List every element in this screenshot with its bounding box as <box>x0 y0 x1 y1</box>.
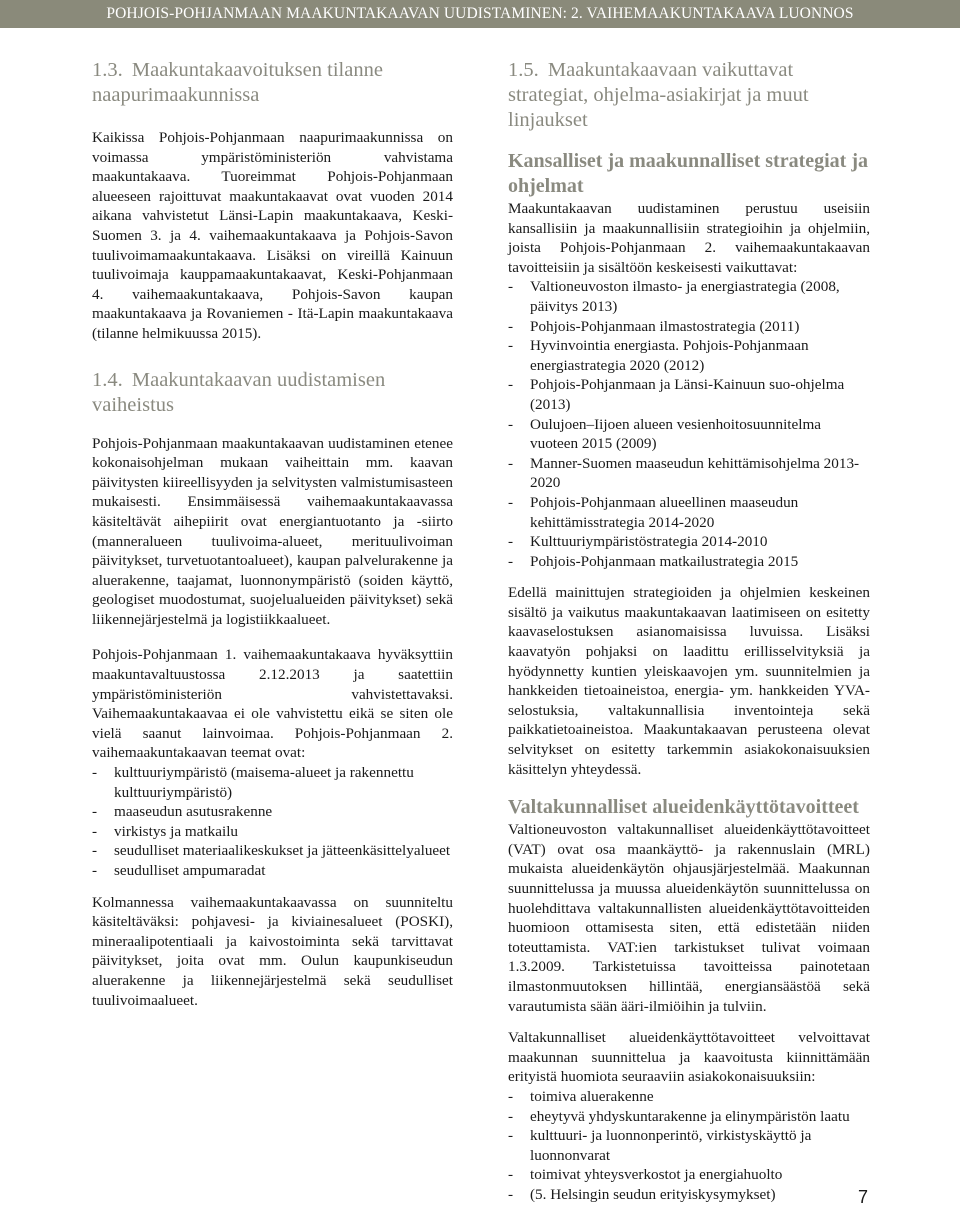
list-item: - Pohjois-Pohjanmaan ja Länsi-Kainuun suo-ohjelma (2013) <box>508 375 870 414</box>
list-item: - seudulliset materiaalikeskukset ja jätteenkäsittelyalueet <box>92 841 453 861</box>
strategies-list <box>508 277 870 571</box>
section-number: 1.5. <box>508 59 539 81</box>
paragraph-vat: Valtioneuvoston valtakunnalliset alueidenkäyttötavoitteet (VAT) ovat osa maankäyttö- ja rakennuslain (MRL) mukaista alueidenkäytön ohjausjärjestelmää. Maakunnan suunnittelussa ja muussa alueidenkäytön suunnittelussa on huolehdittava valtakunnallisten alueidenkäyttötavoitteiden huomioon ottamisesta siten, että edistetään niiden toteuttamista. VAT:ien tarkistukset tulivat voimaan 1.3.2009. Tarkistetuissa tavoitteissa painotetaan ilmastonmuutoksen hillintää, energiansäästöä sekä varautumista sään ääri-ilmiöihin ja tulviin. <box>508 821 870 1015</box>
list-item: - kulttuuri- ja luonnonperintö, virkistyskäyttö ja luonnonvarat <box>508 1126 870 1165</box>
list-item: - kulttuuriympäristö (maisema-alueet ja rakennettu kulttuuriympäristö) <box>92 763 453 802</box>
subheading-vat: Valtakunnalliset alueidenkäyttötavoitteet <box>508 796 859 819</box>
list-item: - toimiva aluerakenne <box>508 1087 870 1107</box>
section-number: 1.3. <box>92 59 123 81</box>
right-column <box>508 58 870 1205</box>
list-item: - virkistys ja matkailu <box>92 822 453 842</box>
section-title-text: Maakuntakaavaan vaikuttavat strategiat, ohjelma-asiakirjat ja muut linjaukset <box>508 59 809 131</box>
list-item: - Pohjois-Pohjanmaan alueellinen maaseudun kehittämisstrategia 2014-2020 <box>508 493 870 532</box>
goals-list <box>508 1087 870 1205</box>
list-item: - Pohjois-Pohjanmaan matkailustrategia 2015 <box>508 552 870 572</box>
list-item: - Pohjois-Pohjanmaan ilmastostrategia (2011) <box>508 317 870 337</box>
paragraph-phase-status: Pohjois-Pohjanmaan 1. vaihemaakuntakaava hyväksyttiin maakuntavaltuustossa 2.12.2013 ja saatettiin ympäristöministeriön vahvistettavaksi. Vaihemaakuntakaavaa ei ole vahvistettu eikä se siten ole vielä saanut lainvoimaa. Pohjois-Pohjanmaan 2. vaihemaakuntakaavan teemat ovat: <box>92 646 453 762</box>
list-item: - seudulliset ampumaradat <box>92 861 453 881</box>
themes-list <box>92 763 453 881</box>
subheading-strategies: Kansalliset ja maakunnalliset strategiat ja ohjelmat <box>508 150 868 197</box>
paragraph-third-phase: Kolmannessa vaihemaakuntakaavassa on suunniteltu käsiteltäväksi: pohjavesi- ja kiviainesalueet (POSKI), mineraalipotentiaali ja kaivostoiminta sekä tarvittavat päivitykset, joita ovat mm. Oulun kaupunkiseudun aluerakenne ja liikennejärjestelmä sekä seudulliset tuulivoimaalueet. <box>92 893 453 1009</box>
section-number: 1.4. <box>92 368 123 391</box>
paragraph-vat-obligations: Valtakunnalliset alueidenkäyttötavoitteet velvoittavat maakunnan suunnittelua ja kaavoitusta kiinnittämään erityistä huomiota seuraaviin asiakokonaisuuksiin: <box>508 1029 870 1086</box>
list-item: - (5. Helsingin seudun erityiskysymykset) <box>508 1185 870 1205</box>
paragraph-strategies-summary: Edellä mainittujen strategioiden ja ohjelmien keskeinen sisältö ja vaikutus maakuntakaavan laatimiseen on esitetty kaavaselostuksen asianomaisissa luvuissa. Lisäksi kaavatyön pohjaksi on laadittu erillisselvityksiä ja hyödynnetty kuntien yleiskaavojen ym. suunnitelmien ja hankkeiden tietoaineistoa, energia- ym. hankkeiden YVA-selostuksia, valtakunnallisia inventointeja sekä paikkatietoaineistoa. Maakuntakaavan perusteena olevat selvitykset on esitetty tarkemmin asiakokonaisuuksien käsittelyn yhteydessä. <box>508 584 870 778</box>
paragraph-neighbour-plans: Kaikissa Pohjois-Pohjanmaan naapurimaakunnissa on voimassa ympäristöministeriön vahvistama maakuntakaava. Tuoreimmat Pohjois-Pohjanmaan alueeseen rajoittuvat maakuntakaavat ovat vuoden 2014 aikana vahvistetut Länsi-Lapin maakuntakaava, Keski-Suomen 3. ja 4. vaihemaakuntakaava ja Pohjois-Savon tuulivoimamaakuntakaava. Lisäksi on vireillä Kainuun tuulivoimaja kauppamaakuntakaavat, Keski-Pohjanmaan 4. vaihemaakuntakaava, Pohjois-Savon kaupan maakuntakaava ja Rovaniemen - Itä-Lapin maakuntakaava (tilanne helmikuussa 2015). <box>92 129 453 342</box>
paragraph-phasing: Pohjois-Pohjanmaan maakuntakaavan uudistaminen etenee kokonaisohjelman mukaan vaiheittain mm. kaavan päivitysten kiireellisyyden ja selvitysten valmistumisasteen mukaisesti. Ensimmäisessä vaihemaakuntakaavassa käsiteltävät aihepiirit ovat energiantuotanto ja -siirto (manneralueen tuulivoima-alueet, merituulivoiman päivitykset, turvetuotantoalueet), kaupan palvelurakenne ja aluerakenne, taajamat, luonnonympäristö (soiden käyttö, geologiset muodostumat, suojelualueiden päivitykset) sekä liikennejärjestelmä ja logistiikkaalueet. <box>92 434 453 628</box>
list-item: - maaseudun asutusrakenne <box>92 802 453 822</box>
section-title-text: Maakuntakaavan uudistamisen vaiheistus <box>92 368 386 416</box>
section-1-4-title <box>92 368 453 418</box>
left-column <box>92 58 453 1010</box>
list-item: - Valtioneuvoston ilmasto- ja energiastrategia (2008, päivitys 2013) <box>508 277 870 316</box>
list-item: - eheytyvä yhdyskuntarakenne ja elinympäristön laatu <box>508 1107 870 1127</box>
section-title-text: Maakuntakaavoituksen tilanne naapurimaakunnissa <box>92 59 383 106</box>
list-item: - Kulttuuriympäristöstrategia 2014-2010 <box>508 532 870 552</box>
section-1-5-title <box>508 58 870 133</box>
list-item: - Manner-Suomen maaseudun kehittämisohjelma 2013-2020 <box>508 454 870 493</box>
list-item: - toimivat yhteysverkostot ja energiahuolto <box>508 1165 870 1185</box>
list-item: - Hyvinvointia energiasta. Pohjois-Pohjanmaan energiastrategia 2020 (2012) <box>508 336 870 375</box>
running-header: POHJOIS-POHJANMAAN MAAKUNTAKAAVAN UUDISTAMINEN: 2. VAIHEMAAKUNTAKAAVA LUONNOS <box>0 0 960 28</box>
list-item: - Oulujoen–Iijoen alueen vesienhoitosuunnitelma vuoteen 2015 (2009) <box>508 415 870 454</box>
section-1-3-title <box>92 58 453 108</box>
page-number: 7 <box>857 1187 868 1207</box>
paragraph-strategies-intro: Maakuntakaavan uudistaminen perustuu useisiin kansallisiin ja maakunnallisiin strategioihin ja ohjelmiin, joista Pohjois-Pohjanmaan 2. vaihemaakuntakaavan tavoitteisiin ja sisältöön keskeisesti vaikuttavat: <box>508 200 870 276</box>
